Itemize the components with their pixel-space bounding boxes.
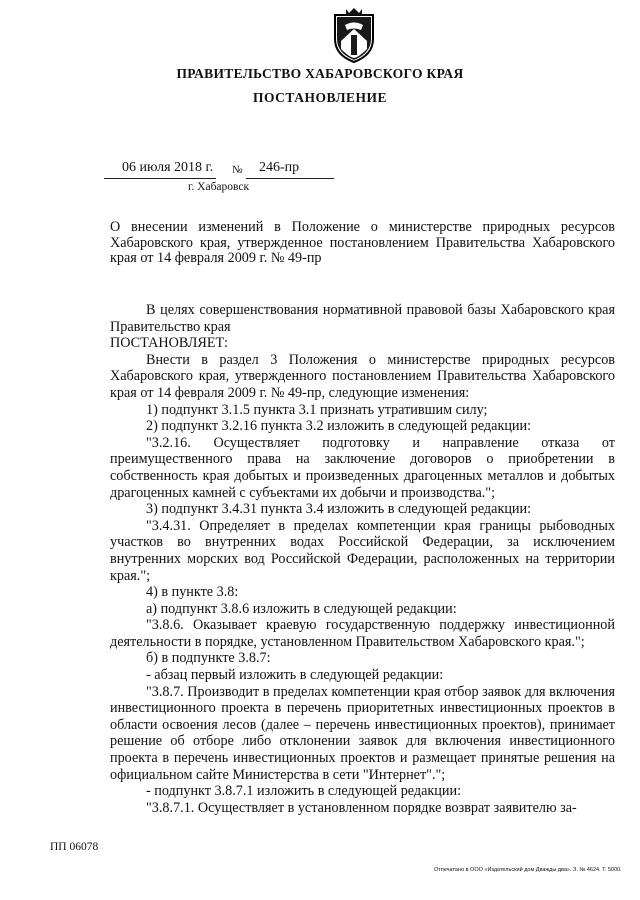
body-paragraph: Внести в раздел 3 Положения о министерстве природных ресурсов Хабаровского края, утвержденного постановлением Правительства Хабаровского края от 14 февраля 2009 г. № 49-пр, следующие изменения: (110, 351, 615, 401)
body-paragraph: 2) подпункт 3.2.16 пункта 3.2 изложить в следующей редакции: (146, 418, 532, 435)
city: г. Хабаровск (188, 181, 250, 193)
body-paragraph: ПОСТАНОВЛЯЕТ: (110, 335, 229, 352)
number-label: № (232, 164, 243, 176)
government-title: ПРАВИТЕЛЬСТВО ХАБАРОВСКОГО КРАЯ (176, 66, 464, 81)
body-paragraph: В целях совершенствования нормативной правовой базы Хабаровского края Правительство края (110, 302, 615, 335)
body-paragraph: "3.8.7. Производит в пределах компетенции края отбор заявок для включения инвестиционного проекта в перечень приоритетных инвестиционных проектов в области освоения лесов (далее – перечень инвестиционных проектов), принимает решение об отборе либо отклонении заявок для включения инвестиционного проекта в перечень инвестиционных проектов и размещает принятые решения на официальном сайте Министерства в сети "Интернет"."; (110, 683, 615, 783)
printer-note: Отпечатано в ООО «Издательский дом Дважды два». З. № 4624. Т. 5000. (434, 867, 622, 873)
decree-body (110, 302, 615, 816)
body-paragraph: 4) в пункте 3.8: (146, 584, 239, 601)
number-underline (246, 178, 334, 179)
decree-number: 246-пр (259, 160, 300, 175)
body-paragraph: "3.8.7.1. Осуществляет в установленном порядке возврат заявителю за- (146, 799, 577, 816)
body-paragraph: "3.2.16. Осуществляет подготовку и направление отказа от преимущественного права на заключение договоров о приобретении в собственность края добытых и произведенных драгоценных металлов и добытых драгоценных камней с субъектами их добычи и производства."; (110, 434, 615, 501)
decree-date: 06 июля 2018 г. (122, 160, 214, 175)
body-paragraph: б) в подпункте 3.8.7: (146, 650, 271, 667)
body-paragraph: 1) подпункт 3.1.5 пункта 3.1 признать утратившим силу; (146, 401, 488, 418)
coat-of-arms-icon (329, 5, 379, 65)
date-underline (104, 178, 216, 179)
body-paragraph: 3) подпункт 3.4.31 пункта 3.4 изложить в следующей редакции: (146, 501, 532, 518)
body-paragraph: - подпункт 3.8.7.1 изложить в следующей редакции: (146, 783, 462, 800)
body-paragraph: - абзац первый изложить в следующей редакции: (146, 667, 444, 684)
document-code: ПП 06078 (50, 841, 99, 853)
body-paragraph: а) подпункт 3.8.6 изложить в следующей редакции: (146, 600, 457, 617)
body-paragraph: "3.8.6. Оказывает краевую государственную поддержку инвестиционной деятельности в порядке, установленном Правительством Хабаровского края."; (110, 617, 615, 650)
decree-subject: О внесении изменений в Положение о министерстве природных ресурсов Хабаровского края, утвержденное постановлением Правительства Хабаровского края от 14 февраля 2009 г. № 49-пр (110, 219, 615, 266)
document-type: ПОСТАНОВЛЕНИЕ (252, 90, 388, 105)
body-paragraph: "3.4.31. Определяет в пределах компетенции края границы рыбоводных участков во внутренних водах Российской Федерации, за исключением внутренних морских вод Российской Федерации, расположенных на территории края."; (110, 517, 615, 584)
